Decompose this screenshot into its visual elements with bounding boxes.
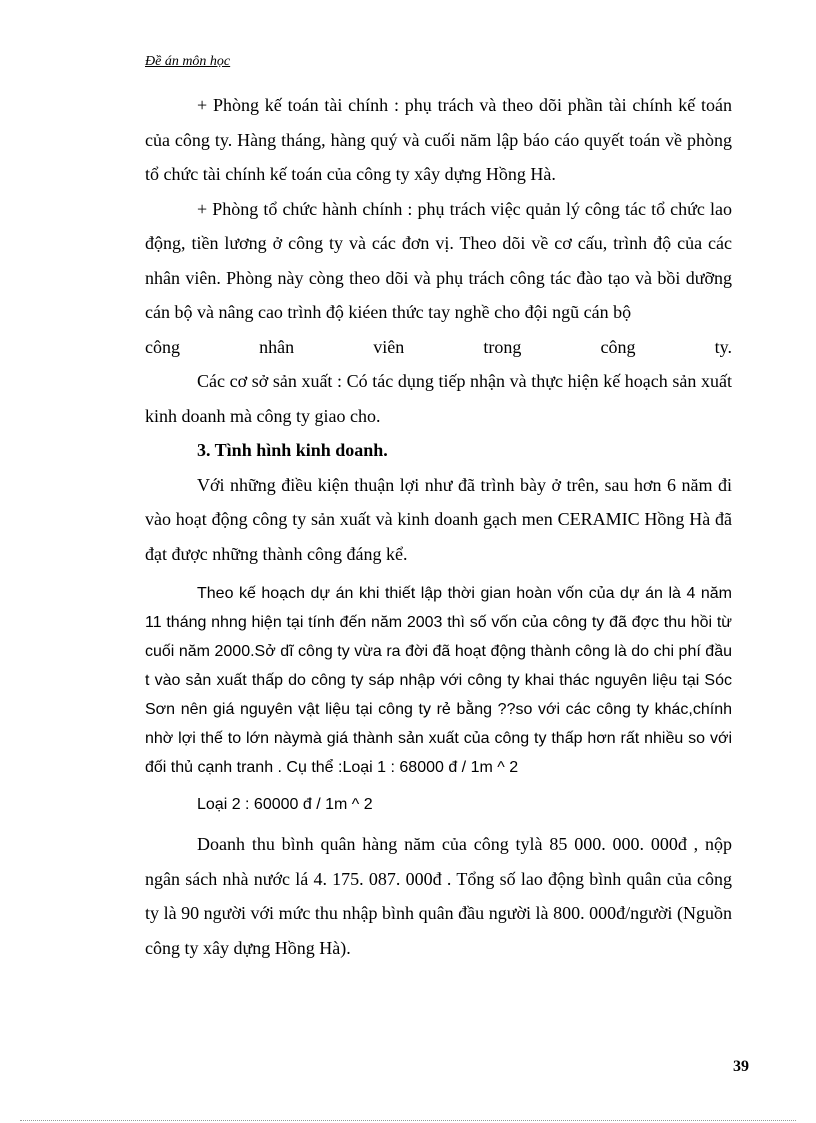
paragraph-intro: Với những điều kiện thuận lợi như đã trình bày ở trên, sau hơn 6 năm đi vào hoạt động công ty sản xuất và kinh doanh gạch men CERAMIC Hồng Hà đã đạt được những thành công đáng kể. <box>145 474 732 564</box>
page-body <box>145 88 732 965</box>
paragraph-accounting-dept: + Phòng kế toán tài chính : phụ trách và theo dõi phần tài chính kế toán của công ty. Hàng tháng, hàng quý và cuối năm lập báo cáo quyết toán về phòng tổ chức tài chính kế toán của công ty xây dựng Hồng Hà. <box>145 95 732 184</box>
paragraph-type2: Loại 2 : 60000 đ / 1m ^ 2 <box>197 796 373 813</box>
paragraph-revenue: Doanh thu bình quân hàng năm của công tylà 85 000. 000. 000đ , nộp ngân sách nhà nước lá 4. 175. 087. 000đ . Tổng số lao động bình quân của công ty là 90 người với mức thu nhập bình quân đầu người là 800. 000đ/người (Nguồn công ty xây dựng Hồng Hà). <box>145 834 732 958</box>
page-bottom-rule <box>20 1120 796 1121</box>
paragraph-plan: Theo kế hoạch dự án khi thiết lập thời gian hoàn vốn của dự án là 4 năm 11 tháng nhng hiện tại tính đến năm 2003 thì số vốn của công ty đã đợc thu hồi từ cuối năm 2000.Sở dĩ công ty vừa ra đời đã hoạt động thành công là do chi phí đầu t vào sản xuất thấp do công ty sáp nhập với công ty khai thác nguyên liệu tại Sóc Sơn nên giá nguyên vật liệu tại công ty rẻ bằng ??so với các công ty khác,chính nhờ lợi thế to lớn nàymà giá thành sản xuất của công ty thấp hơn rất nhiều so với đối thủ cạnh tranh . Cụ thể :Loại 1 : 68000 đ / 1m ^ 2 <box>145 585 732 776</box>
document-header: Đề án môn học <box>145 54 231 69</box>
section-heading: 3. Tình hình kinh doanh. <box>197 440 388 460</box>
paragraph-admin-dept-tail: công nhân viên trong công ty. <box>145 336 732 357</box>
paragraph-admin-dept: + Phòng tổ chức hành chính : phụ trách việc quản lý công tác tổ chức lao động, tiền lương ở công ty và các đơn vị. Theo dõi về cơ cấu, trình độ của các nhân viên. Phòng này còng theo dõi và phụ trách công tác đào tạo và bồi dưỡng cán bộ và nâng cao trình độ kiéen thức tay nghề cho đội ngũ cán bộ <box>145 198 732 322</box>
paragraph-production-units: Các cơ sở sản xuất : Có tác dụng tiếp nhận và thực hiện kế hoạch sản xuất kinh doanh mà công ty giao cho. <box>145 371 732 426</box>
page-number: 39 <box>733 1058 749 1075</box>
